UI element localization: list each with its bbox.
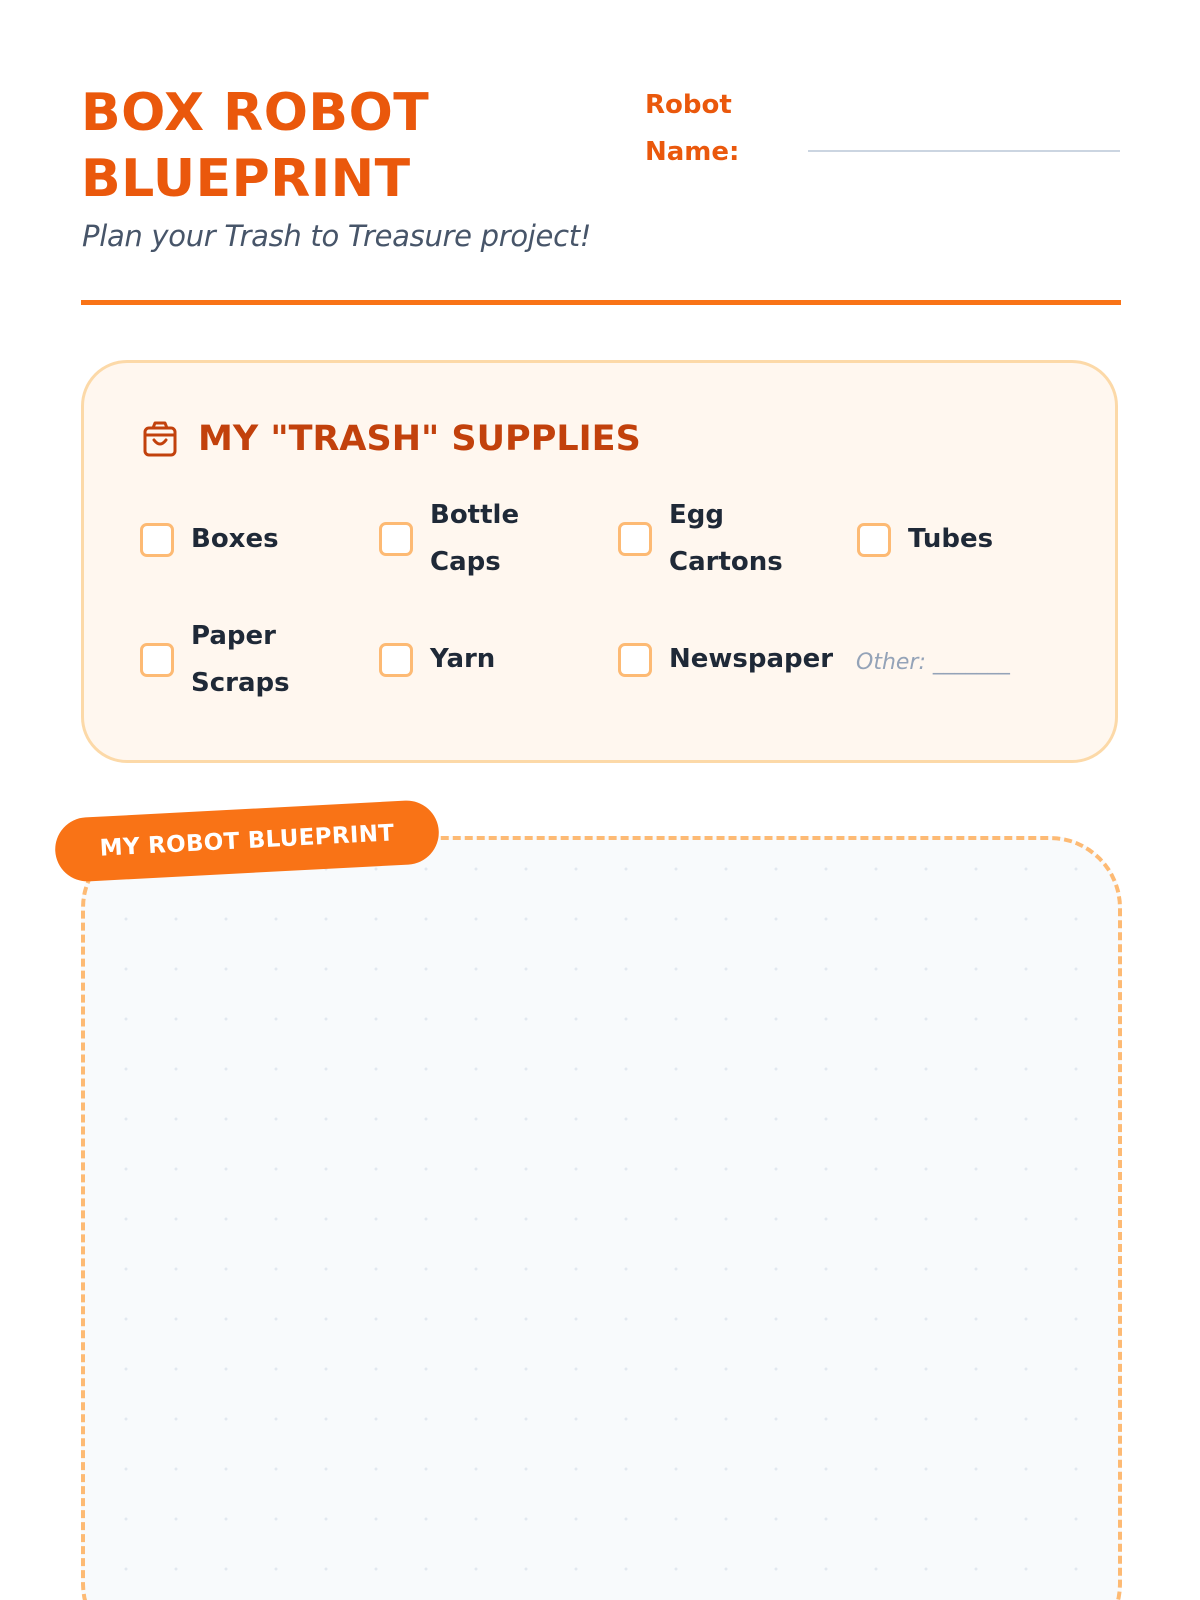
robot-name-field[interactable]: [808, 150, 1120, 152]
supply-item-label: Yarn: [430, 644, 496, 674]
checkbox[interactable]: [618, 643, 652, 677]
other-supply-field[interactable]: Other: _______: [856, 650, 1010, 675]
supplies-panel: [81, 360, 1118, 763]
checkbox[interactable]: [140, 643, 174, 677]
blueprint-drawing-area[interactable]: [81, 836, 1122, 1600]
page-title: BOX ROBOT BLUEPRINT: [81, 83, 430, 209]
header-divider: [81, 300, 1121, 305]
supply-item-yarn[interactable]: [379, 636, 495, 683]
supplies-header: [140, 419, 641, 459]
supply-item-newspaper[interactable]: [618, 636, 833, 683]
checkbox[interactable]: [618, 522, 652, 556]
blueprint-label: MY ROBOT BLUEPRINT: [54, 799, 441, 883]
supplies-title: MY "TRASH" SUPPLIES: [198, 419, 641, 459]
supply-item-label: Tubes: [908, 524, 994, 554]
supply-item-label: Egg Cartons: [669, 500, 783, 577]
robot-name-label: Robot Name:: [645, 90, 740, 167]
supply-item-label: Newspaper: [669, 644, 834, 674]
supply-item-tubes[interactable]: [857, 516, 993, 563]
supply-item-label: Boxes: [191, 524, 279, 554]
supply-item-label: Bottle Caps: [430, 500, 520, 577]
supply-item-egg-cartons[interactable]: [618, 492, 789, 586]
supply-item-label: Paper Scraps: [191, 621, 290, 698]
supply-item-paper-scraps[interactable]: [140, 613, 311, 707]
checkbox[interactable]: [379, 522, 413, 556]
supply-item-boxes[interactable]: [140, 516, 279, 563]
checkbox[interactable]: [857, 523, 891, 557]
checkbox[interactable]: [379, 643, 413, 677]
shopping-bag-icon: [140, 419, 180, 459]
page-subtitle: Plan your Trash to Treasure project!: [82, 219, 592, 253]
supply-item-bottle-caps[interactable]: [379, 492, 550, 586]
checkbox[interactable]: [140, 523, 174, 557]
